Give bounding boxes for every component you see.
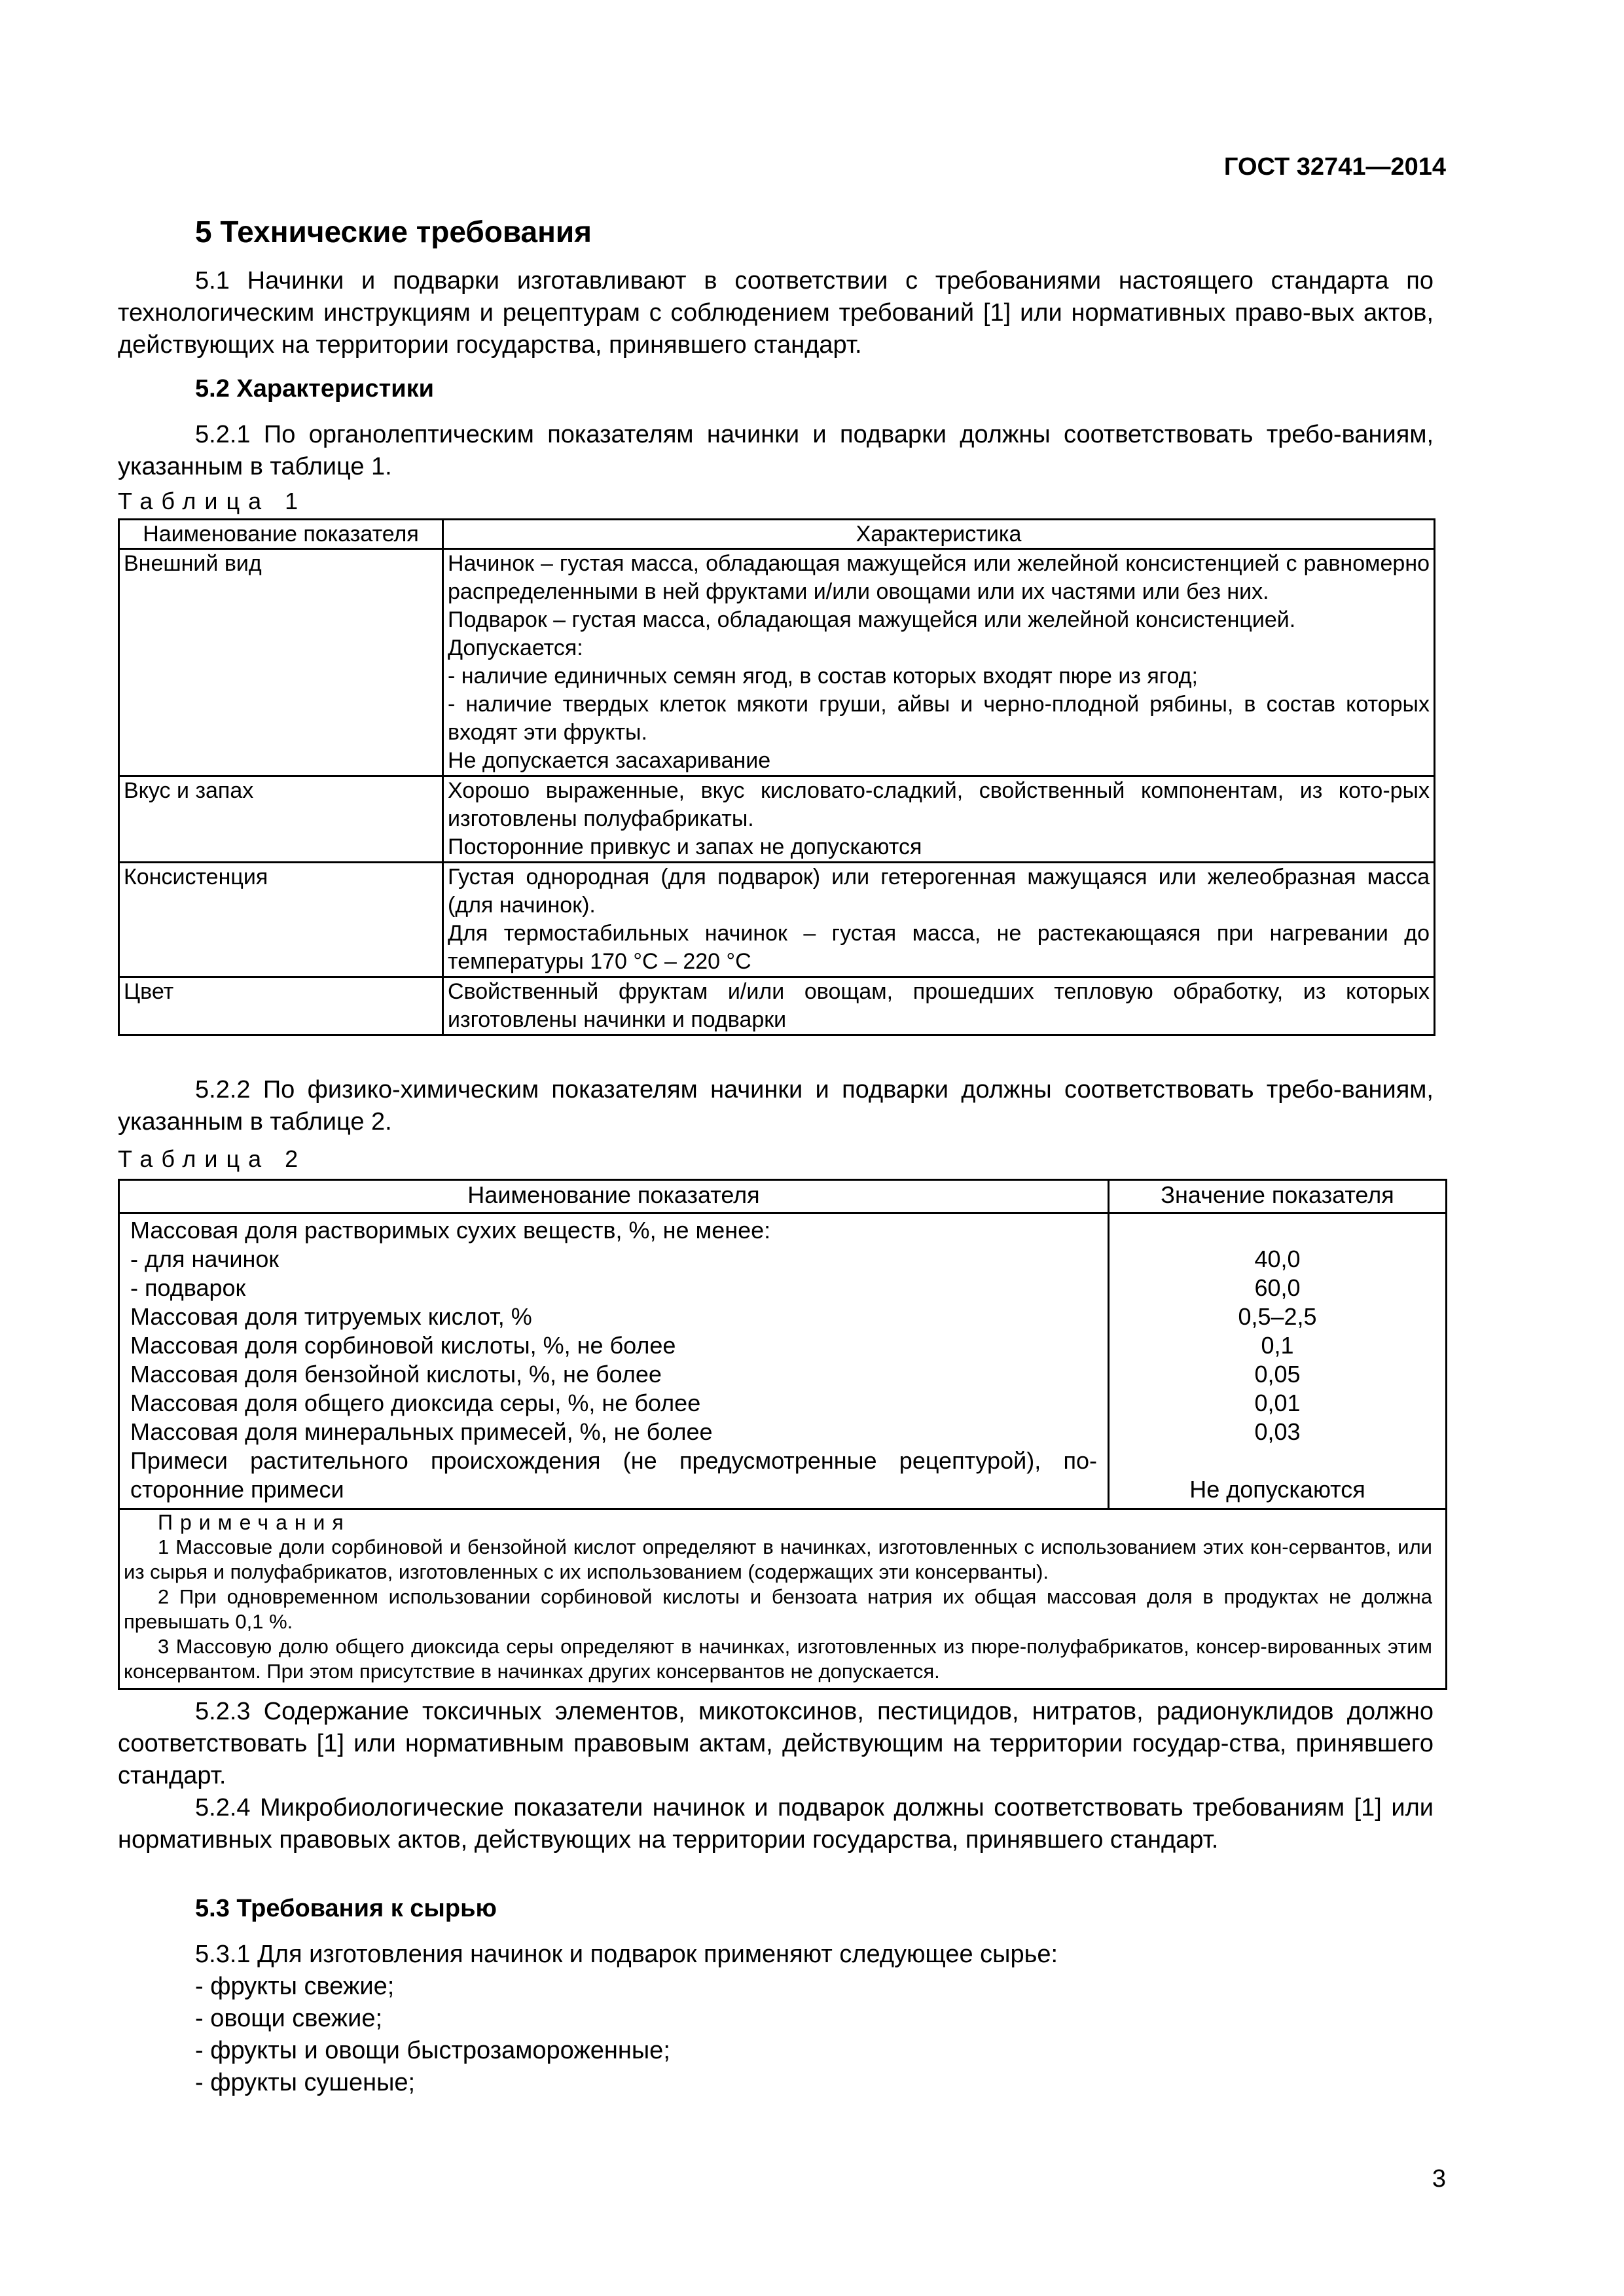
table2-row-value — [1113, 1446, 1441, 1475]
document-header: ГОСТ 32741—2014 — [1223, 153, 1446, 181]
table1-line: Не допускается засахаривание — [448, 748, 771, 773]
table1-header-row — [119, 520, 1435, 549]
table2-caption: Таблица 2 — [118, 1145, 307, 1172]
list-item: - овощи свежие; — [195, 2005, 383, 2032]
table2-header-name: Наименование показателя — [119, 1180, 1109, 1213]
note-item: 1 Массовые доли сорбиновой и бензойной кислот определяют в начинках, изготовленных с использованием этих кон-сервантов, или из сырья и полуфабрикатов, изготовленных с их использованием (содержащих эти консерванты). — [124, 1535, 1432, 1583]
notes-title: Примечания — [158, 1511, 351, 1534]
paragraph-5-1: 5.1 Начинки и подварки изготавливают в соответствии с требованиями настоящего стандарта по технологическим инструкциям и рецептурам с соблюдением требований [1] или нормативных право-вых актов, действующих на территории государства, принявшего стандарт. — [118, 267, 1434, 359]
table2-row-name: - для начинок — [130, 1246, 280, 1272]
list-item: - фрукты свежие; — [195, 1973, 395, 2000]
table2-row-value: 60,0 — [1254, 1274, 1301, 1301]
table2-row-value: 0,1 — [1261, 1332, 1294, 1359]
table1-row-text — [443, 977, 1435, 1035]
table1-row — [119, 863, 1435, 977]
table-organoleptic — [118, 518, 1435, 1036]
table1-row-text — [443, 549, 1435, 776]
table2-row-name: Массовая доля титруемых кислот, % — [130, 1303, 532, 1330]
table1-line: Посторонние привкус и запах не допускаются — [448, 834, 922, 859]
paragraph-5-3-1: 5.3.1 Для изготовления начинок и подварок применяют следующее сырье: — [195, 1941, 1058, 1968]
table1-row-text — [443, 776, 1435, 863]
table1-row — [119, 776, 1435, 863]
table2-row-value — [1113, 1216, 1441, 1245]
table2-row-value: 0,01 — [1254, 1390, 1301, 1416]
table1-header-name: Наименование показателя — [119, 520, 443, 549]
table2-row-name: Массовая доля минеральных примесей, %, не более — [130, 1418, 713, 1445]
table2-row-value: 0,05 — [1254, 1361, 1301, 1388]
paragraph-5-2-1: 5.2.1 По органолептическим показателям начинки и подварки должны соответствовать требо-ваниям, указанным в таблице 1. — [118, 421, 1434, 480]
list-item: - фрукты и овощи быстрозамороженные; — [195, 2037, 670, 2064]
table1-row-name: Консистенция — [119, 863, 443, 977]
table-physicochemical — [118, 1179, 1447, 1690]
table2-row-name: Массовая доля бензойной кислоты, %, не более — [130, 1361, 662, 1388]
table1-row — [119, 549, 1435, 776]
table2-names-cell — [119, 1213, 1109, 1509]
table2-row-value: 0,03 — [1254, 1418, 1301, 1445]
table2-row-name: Массовая доля сорбиновой кислоты, %, не более — [130, 1332, 676, 1359]
table1-line: Хорошо выраженные, вкус кисловато-сладкий, свойственный компонентам, из кото-рых изготовлены полуфабрикаты. — [448, 778, 1430, 831]
table1-row-name: Вкус и запах — [119, 776, 443, 863]
table1-row-name: Цвет — [119, 977, 443, 1035]
list-item: - фрукты сушеные; — [195, 2069, 416, 2096]
raw-materials-list — [195, 1971, 1439, 2099]
table2-row-value: 0,5–2,5 — [1238, 1303, 1317, 1330]
table2-header-value: Значение показателя — [1109, 1180, 1447, 1213]
section-title: 5 Технические требования — [195, 215, 592, 249]
table2-values-cell — [1109, 1213, 1447, 1509]
table1-line: Свойственный фруктам и/или овощам, прошедших тепловую обработку, из которых изготовлены начинки и подварки — [448, 979, 1430, 1032]
table2-row-name: Массовая доля общего диоксида серы, %, не более — [130, 1390, 701, 1416]
paragraph-5-2-4: 5.2.4 Микробиологические показатели начинок и подварок должны соответствовать требованиям [1] или нормативных правовых актов, действующих на территории государства, принявшего стандарт. — [118, 1794, 1434, 1854]
table1-line: - наличие твердых клеток мякоти груши, айвы и черно-плодной рябины, в состав которых входят эти фрукты. — [448, 692, 1430, 745]
table2-row-value: Не допускаются — [1189, 1476, 1365, 1503]
table1-line: - наличие единичных семян ягод, в состав которых входят пюре из ягод; — [448, 664, 1198, 689]
table1-row — [119, 977, 1435, 1035]
table2-row-name: сторонние примеси — [130, 1476, 344, 1503]
table2-row-name: Массовая доля растворимых сухих веществ, %, не менее: — [130, 1217, 771, 1244]
paragraph-5-2-3: 5.2.3 Содержание токсичных элементов, микотоксинов, пестицидов, нитратов, радионуклидов должно соответствовать [1] или нормативным правовым актам, действующим на территории государ-ства, принявшего стандарт. — [118, 1698, 1434, 1789]
table1-line: Допускается: — [448, 636, 583, 660]
heading-5-3: 5.3 Требования к сырью — [195, 1895, 497, 1922]
table1-line: Начинок – густая масса, обладающая мажущейся или желейной консистенцией с равномерно распределенными в ней фруктами и/или овощами или их частями или без них. — [448, 551, 1430, 604]
table2-row-value: 40,0 — [1254, 1246, 1301, 1272]
table1-line: Подварок – густая масса, обладающая мажущейся или желейной консистенцией. — [448, 607, 1296, 632]
page-number: 3 — [1432, 2165, 1446, 2193]
table1-caption: Таблица 1 — [118, 488, 307, 514]
paragraph-5-2-2: 5.2.2 По физико-химическим показателям начинки и подварки должны соответствовать требо-ваниям, указанным в таблице 2. — [118, 1076, 1434, 1136]
table2-notes-row — [119, 1509, 1447, 1689]
note-item: 3 Массовую долю общего диоксида серы определяют в начинках, изготовленных из пюре-полуфабрикатов, консер-вированных этим консервантом. При этом присутствие в начинках других консервантов не допускается. — [124, 1635, 1432, 1683]
heading-5-2: 5.2 Характеристики — [195, 375, 435, 403]
table2-body — [119, 1213, 1447, 1509]
table1-line: Для термостабильных начинок – густая масса, не растекающаяся при нагревании до температуры 170 °С – 220 °С — [448, 921, 1430, 974]
table1-row-text — [443, 863, 1435, 977]
table1-line: Густая однородная (для подварок) или гетерогенная мажущаяся или желеобразная масса (для начинок). — [448, 865, 1430, 918]
table1-header-characteristic: Характеристика — [443, 520, 1435, 549]
table2-row-name: - подварок — [130, 1274, 246, 1301]
table2-header-row — [119, 1180, 1447, 1213]
note-item: 2 При одновременном использовании сорбиновой кислоты и бензоата натрия их общая массовая доля в продуктах не должна превышать 0,1 %. — [124, 1585, 1432, 1633]
table2-notes — [119, 1509, 1447, 1689]
table1-row-name: Внешний вид — [119, 549, 443, 776]
table2-row-name: Примеси растительного происхождения (не предусмотренные рецептурой), по- — [130, 1447, 1097, 1474]
